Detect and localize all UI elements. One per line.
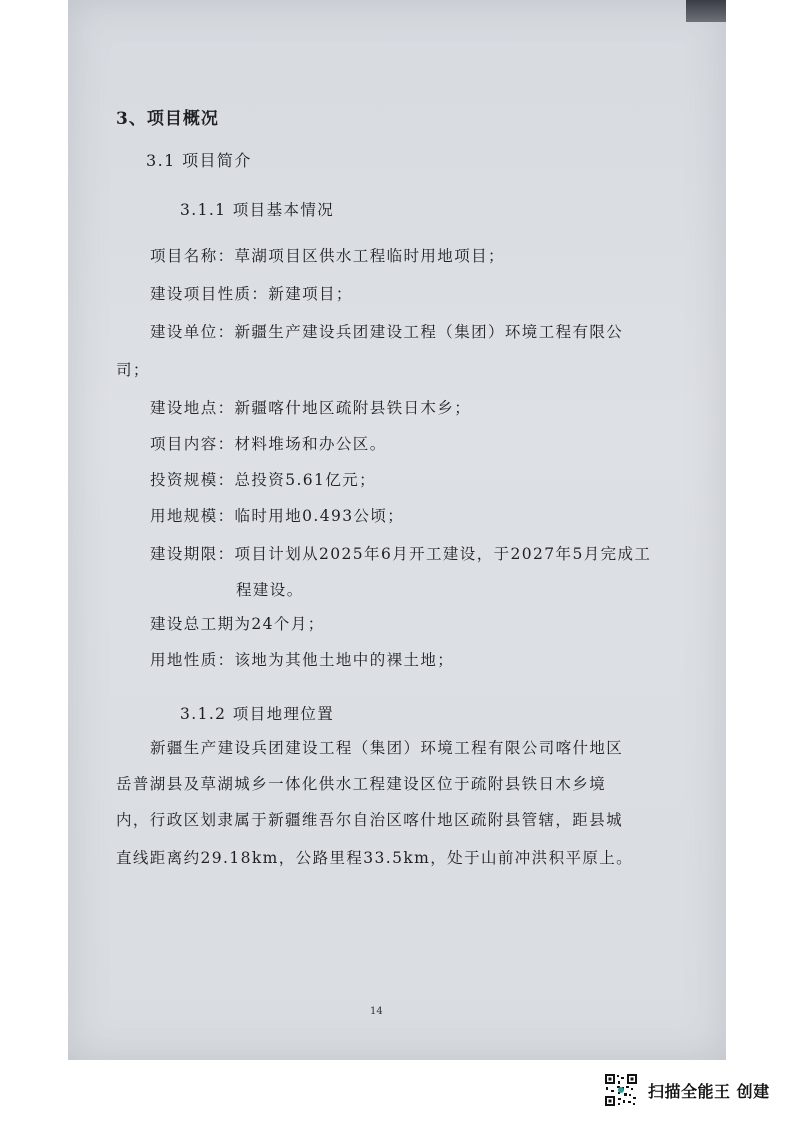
location-paragraph-line-4: 直线距离约29.18km，公路里程33.5km，处于山前冲洪积平原上。 — [116, 849, 634, 867]
investment-line: 投资规模：总投资5.61亿元； — [150, 471, 377, 489]
location-paragraph-line-3: 内，行政区划隶属于新疆维吾尔自治区喀什地区疏附县管辖，距县城 — [116, 811, 624, 829]
subsubsection-title-2: 3.1.2 项目地理位置 — [180, 705, 335, 723]
page-fold-shadow — [686, 0, 726, 22]
construction-period-line: 建设期限：项目计划从2025年6月开工建设，于2027年5月完成工 — [150, 545, 652, 563]
total-duration-line: 建设总工期为24个月； — [150, 615, 325, 633]
construction-site-line: 建设地点：新疆喀什地区疏附县铁日木乡； — [150, 399, 472, 417]
land-nature-line: 用地性质：该地为其他土地中的裸土地； — [150, 651, 455, 669]
subsection-title: 3.1 项目简介 — [146, 151, 252, 170]
location-paragraph-line-1: 新疆生产建设兵团建设工程（集团）环境工程有限公司喀什地区 — [150, 739, 624, 757]
land-scale-line: 用地规模：临时用地0.493公顷； — [150, 507, 405, 525]
construction-unit-line: 建设单位：新疆生产建设兵团建设工程（集团）环境工程有限公 — [150, 323, 624, 341]
location-paragraph-line-2: 岳普湖县及草湖城乡一体化供水工程建设区位于疏附县铁日木乡境 — [116, 775, 607, 793]
scanned-page — [68, 0, 726, 1060]
scanner-watermark — [604, 1068, 770, 1112]
project-name-line: 项目名称：草湖项目区供水工程临时用地项目； — [150, 247, 505, 265]
project-content-line: 项目内容：材料堆场和办公区。 — [150, 435, 387, 453]
page-number: 14 — [370, 1006, 383, 1017]
construction-unit-line-cont: 司； — [116, 361, 150, 379]
subsubsection-title-1: 3.1.1 项目基本情况 — [180, 201, 335, 219]
construction-period-line-cont: 程建设。 — [236, 581, 304, 599]
scanner-brand-text: 扫描全能王 创建 — [648, 1081, 770, 1101]
project-nature-line: 建设项目性质：新建项目； — [150, 285, 353, 303]
qr-code-icon — [604, 1073, 638, 1107]
section-title: 3、项目概况 — [116, 109, 219, 129]
